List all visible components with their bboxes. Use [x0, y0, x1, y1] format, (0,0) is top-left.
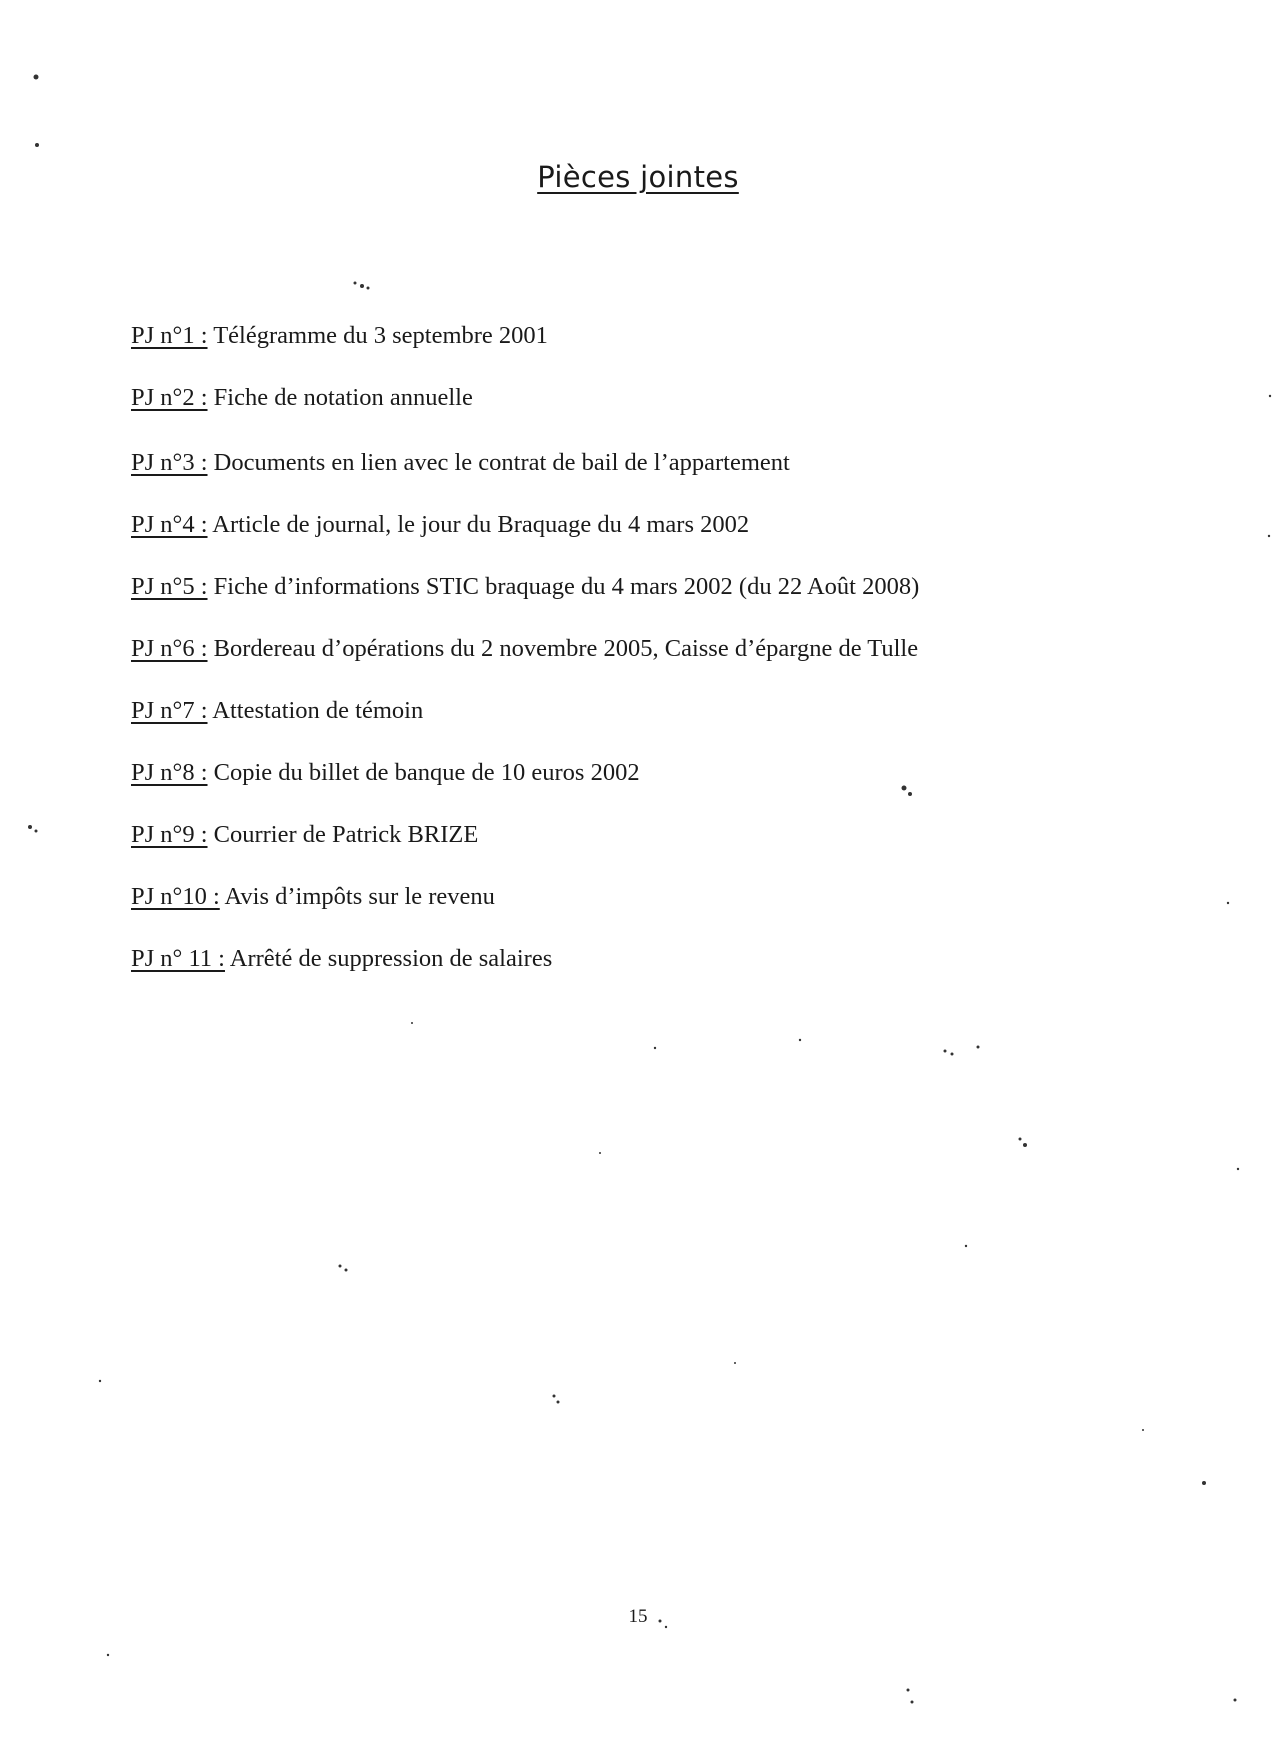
attachment-label: PJ n°7 :: [131, 697, 208, 724]
attachment-text: Courrier de Patrick BRIZE: [213, 821, 479, 848]
attachment-label: PJ n°6 :: [131, 635, 208, 662]
list-item: [131, 759, 1191, 821]
list-item: [131, 697, 1191, 759]
attachment-label: PJ n°2 :: [131, 384, 208, 411]
attachment-text: Avis d’impôts sur le revenu: [224, 883, 495, 910]
list-item: [131, 573, 1191, 635]
list-item: [131, 635, 1191, 697]
attachment-text: Copie du billet de banque de 10 euros 2002: [213, 759, 640, 786]
attachment-label: PJ n°8 :: [131, 759, 208, 786]
attachment-label: PJ n° 11 :: [131, 945, 225, 972]
page-title: Pièces jointes: [537, 160, 739, 194]
attachment-text: Article de journal, le jour du Braquage du 4 mars 2002: [212, 511, 750, 538]
attachment-text: Documents en lien avec le contrat de bail de l’appartement: [213, 449, 790, 476]
page-number: 15: [628, 1606, 648, 1627]
attachment-text: Bordereau d’opérations du 2 novembre 2005, Caisse d’épargne de Tulle: [213, 635, 919, 662]
attachment-list: [131, 322, 1191, 1007]
attachment-text: Télégramme du 3 septembre 2001: [213, 322, 548, 349]
list-item: [131, 883, 1191, 945]
attachment-label: PJ n°10 :: [131, 883, 220, 910]
attachment-label: PJ n°9 :: [131, 821, 208, 848]
list-item: [131, 384, 1191, 446]
attachment-text: Fiche de notation annuelle: [213, 384, 473, 411]
attachment-label: PJ n°4 :: [131, 511, 208, 538]
attachment-text: Fiche d’informations STIC braquage du 4 mars 2002 (du 22 Août 2008): [213, 573, 920, 600]
list-item: [131, 511, 1191, 573]
list-item: [131, 821, 1191, 883]
attachment-label: PJ n°3 :: [131, 449, 208, 476]
list-item: [131, 945, 1191, 1007]
attachment-text: Attestation de témoin: [212, 697, 424, 724]
attachment-label: PJ n°5 :: [131, 573, 208, 600]
list-item: [131, 322, 1191, 384]
list-item: [131, 449, 1191, 511]
attachment-label: PJ n°1 :: [131, 322, 208, 349]
attachment-text: Arrêté de suppression de salaires: [229, 945, 553, 972]
